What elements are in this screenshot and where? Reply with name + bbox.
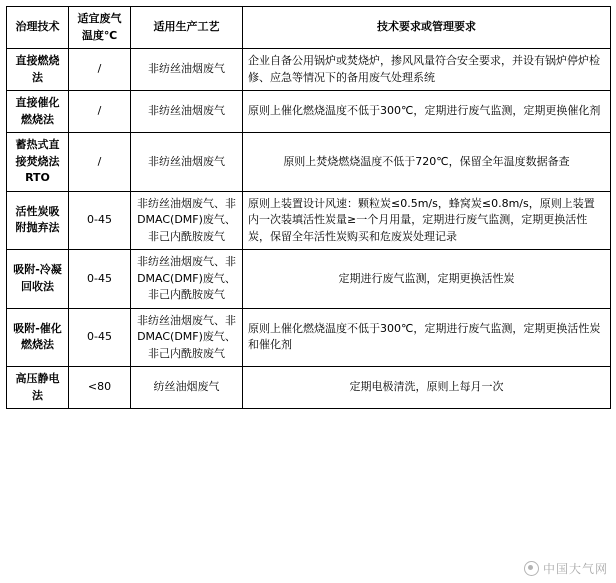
cell-temperature: <80 [69, 367, 131, 409]
cell-process: 非纺丝油烟废气、非DMAC(DMF)废气、非己内酰胺废气 [131, 308, 243, 367]
cell-method: 活性炭吸附抛弃法 [7, 191, 69, 250]
cell-requirement: 定期电极清洗，原则上每月一次 [243, 367, 611, 409]
cell-requirement: 原则上装置设计风速：颗粒炭≤0.5m/s，蜂窝炭≤0.8m/s，原则上装置内一次装填活性炭量≥一个月用量，定期进行废气监测，定期更换活性炭，保留全年活性炭购买和危废炭处理记录 [243, 191, 611, 250]
table-row [7, 49, 611, 91]
table-row [7, 191, 611, 250]
cell-temperature: 0-45 [69, 308, 131, 367]
table-row [7, 367, 611, 409]
cell-method: 直接催化燃烧法 [7, 91, 69, 133]
cell-process: 非纺丝油烟废气 [131, 49, 243, 91]
cell-requirement: 原则上催化燃烧温度不低于300℃，定期进行废气监测，定期更换催化剂 [243, 91, 611, 133]
cell-process: 非纺丝油烟废气、非DMAC(DMF)废气、非己内酰胺废气 [131, 191, 243, 250]
document-page [0, 6, 616, 583]
cell-temperature: / [69, 49, 131, 91]
cell-method: 吸附-冷凝回收法 [7, 250, 69, 309]
table-header-row [7, 7, 611, 49]
table-row [7, 308, 611, 367]
table-row [7, 250, 611, 309]
cell-method: 直接燃烧法 [7, 49, 69, 91]
cell-process: 非纺丝油烟废气 [131, 91, 243, 133]
table-row [7, 91, 611, 133]
watermark-label: 中国大气网 [542, 562, 608, 576]
cell-requirement: 定期进行废气监测，定期更换活性炭 [243, 250, 611, 309]
column-header-process: 适用生产工艺 [131, 7, 243, 49]
watermark [524, 560, 608, 577]
circle-dot-icon [524, 561, 539, 576]
column-header-requirement: 技术要求或管理要求 [243, 7, 611, 49]
cell-temperature: / [69, 91, 131, 133]
cell-requirement: 原则上焚烧燃烧温度不低于720℃，保留全年温度数据备查 [243, 133, 611, 192]
column-header-temperature: 适宜废气温度℃ [69, 7, 131, 49]
cell-requirement: 企业自备公用锅炉或焚烧炉，掺风风量符合安全要求，并设有锅炉停炉检修、应急等情况下的备用废气处理系统 [243, 49, 611, 91]
cell-temperature: / [69, 133, 131, 192]
cell-method: 高压静电法 [7, 367, 69, 409]
table-row [7, 133, 611, 192]
cell-process: 纺丝油烟废气 [131, 367, 243, 409]
cell-process: 非纺丝油烟废气 [131, 133, 243, 192]
column-header-method: 治理技术 [7, 7, 69, 49]
cell-temperature: 0-45 [69, 191, 131, 250]
emission-control-technology-table [6, 6, 611, 409]
cell-process: 非纺丝油烟废气、非DMAC(DMF)废气、非己内酰胺废气 [131, 250, 243, 309]
cell-requirement: 原则上催化燃烧温度不低于300℃，定期进行废气监测，定期更换活性炭和催化剂 [243, 308, 611, 367]
cell-method: 蓄热式直接焚烧法RTO [7, 133, 69, 192]
cell-temperature: 0-45 [69, 250, 131, 309]
cell-method: 吸附-催化燃烧法 [7, 308, 69, 367]
